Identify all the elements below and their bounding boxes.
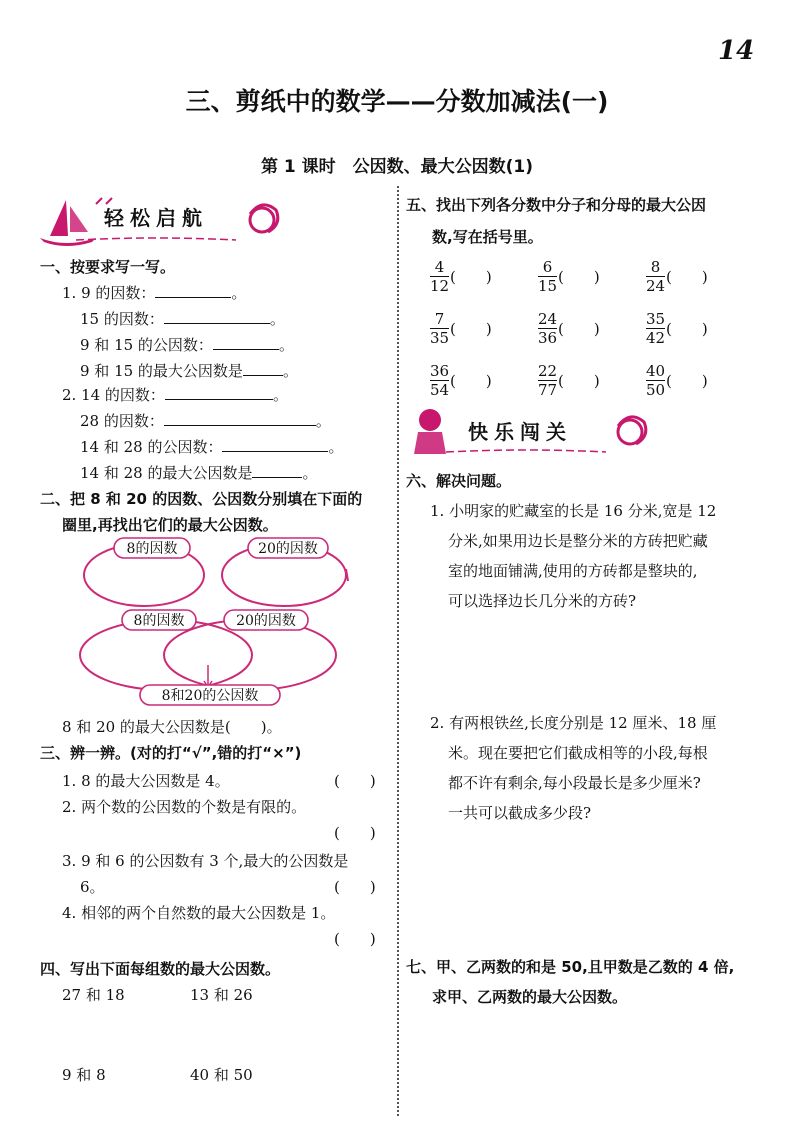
section-7-heading-1: 七、甲、乙两数的和是 50,且甲数是乙数的 4 倍, — [406, 958, 735, 976]
section-6-heading: 六、解决问题。 — [406, 472, 512, 490]
answer-paren[interactable]: ( ) — [450, 372, 492, 390]
q1-text: 1. 9 的因数： — [62, 284, 156, 302]
section-3-heading: 三、辨一辨。(对的打“√”,错的打“×”) — [40, 744, 302, 762]
banner-easy-start — [36, 192, 286, 248]
venn-label-20: 20的因数 — [236, 613, 296, 629]
fraction — [538, 362, 557, 399]
section-5-heading-2: 数,写在括号里。 — [432, 228, 543, 246]
q1-line-c — [80, 334, 294, 355]
numerator: 7 — [434, 310, 445, 328]
page-title: 三、剪纸中的数学——分数加减法(一) — [185, 87, 609, 116]
numerator: 6 — [542, 258, 553, 276]
denominator: 77 — [538, 381, 558, 399]
section-1-heading: 一、按要求写一写。 — [40, 258, 176, 276]
fraction — [430, 258, 449, 295]
judge-q4-paren[interactable]: ( ) — [334, 930, 376, 948]
answer-blank[interactable] — [164, 411, 316, 426]
judge-q2-paren[interactable]: ( ) — [334, 824, 376, 842]
problem-2-line-4: 一共可以截成多少段? — [448, 804, 592, 822]
section-4-heading: 四、写出下面每组数的最大公因数。 — [40, 960, 281, 978]
period: 。 — [272, 386, 288, 404]
fraction — [538, 310, 557, 347]
judge-q3-paren[interactable]: ( ) — [334, 878, 376, 896]
pair-4: 40 和 50 — [190, 1066, 253, 1084]
label-20-factors: 20的因数 — [258, 541, 318, 557]
judge-q3-line-2: 6。 — [80, 878, 105, 896]
fraction — [430, 310, 449, 347]
column-divider — [397, 186, 399, 1116]
denominator: 50 — [646, 381, 666, 399]
denominator: 15 — [538, 277, 558, 295]
banner-happy-challenge — [406, 402, 656, 460]
q1-line-a — [62, 282, 246, 303]
period: 。 — [231, 284, 247, 302]
answer-paren[interactable]: ( ) — [666, 268, 708, 286]
pair-2: 13 和 26 — [190, 986, 253, 1004]
period: 。 — [315, 412, 331, 430]
period: 。 — [282, 362, 298, 380]
denominator: 24 — [646, 277, 666, 295]
period: 。 — [302, 464, 318, 482]
problem-2-line-3: 都不许有剩余,每小段最长是多少厘米? — [448, 774, 701, 792]
answer-paren[interactable]: ( ) — [666, 372, 708, 390]
answer-paren[interactable]: ( ) — [558, 372, 600, 390]
q2-text: 28 的因数： — [80, 412, 164, 430]
banner-title: 快乐闯关 — [468, 420, 572, 444]
problem-1-line-3: 室的地面铺满,使用的方砖都是整块的, — [448, 562, 698, 580]
denominator: 35 — [430, 329, 450, 347]
section-5-heading-1: 五、找出下列各分数中分子和分母的最大公因 — [406, 196, 707, 214]
denominator: 36 — [538, 329, 558, 347]
q2-line-b — [80, 410, 331, 431]
answer-blank[interactable] — [252, 463, 302, 478]
q2-text: 14 和 28 的最大公因数是 — [80, 464, 253, 482]
period: 。 — [269, 310, 285, 328]
venn-diagrams — [78, 535, 352, 707]
banner-title: 轻松启航 — [104, 206, 208, 230]
answer-paren[interactable]: ( ) — [666, 320, 708, 338]
answer-paren[interactable]: ( ) — [558, 320, 600, 338]
label-8-factors: 8的因数 — [126, 541, 178, 557]
answer-paren[interactable]: ( ) — [450, 268, 492, 286]
venn-label-8: 8的因数 — [133, 613, 185, 629]
lesson-subtitle: 第 1 课时 公因数、最大公因数(1) — [260, 157, 534, 177]
fraction — [430, 362, 449, 399]
fraction — [538, 258, 557, 295]
judge-q3-line-1: 3. 9 和 6 的公因数有 3 个,最大的公因数是 — [62, 852, 349, 870]
pair-1: 27 和 18 — [62, 986, 125, 1004]
judge-q1: 1. 8 的最大公因数是 4。 — [62, 772, 230, 790]
section-2-answer: 8 和 20 的最大公因数是( )。 — [62, 718, 282, 736]
fraction — [646, 258, 665, 295]
denominator: 54 — [430, 381, 450, 399]
numerator: 22 — [538, 362, 558, 380]
q1-text: 9 和 15 的公因数： — [80, 336, 213, 354]
section-2-heading-1: 二、把 8 和 20 的因数、公因数分别填在下面的 — [40, 490, 363, 508]
period: 。 — [328, 438, 344, 456]
answer-blank[interactable] — [243, 361, 283, 376]
q2-line-a — [62, 384, 288, 405]
q1-line-b — [80, 308, 285, 329]
q2-text: 14 和 28 的公因数： — [80, 438, 223, 456]
numerator: 24 — [538, 310, 558, 328]
denominator: 12 — [430, 277, 450, 295]
answer-blank[interactable] — [155, 283, 231, 298]
q1-line-d — [80, 360, 298, 381]
q1-text: 9 和 15 的最大公因数是 — [80, 362, 243, 380]
pair-3: 9 和 8 — [62, 1066, 106, 1084]
q1-text: 15 的因数： — [80, 310, 164, 328]
judge-q2: 2. 两个数的公因数的个数是有限的。 — [62, 798, 307, 816]
problem-1-line-1: 1. 小明家的贮藏室的长是 16 分米,宽是 12 — [430, 502, 717, 520]
problem-2-line-1: 2. 有两根铁丝,长度分别是 12 厘米、18 厘 — [430, 714, 717, 732]
q2-line-d — [80, 462, 318, 483]
problem-1-line-2: 分米,如果用边长是整分米的方砖把贮藏 — [448, 532, 708, 550]
page-number: 14 — [718, 36, 755, 66]
numerator: 40 — [646, 362, 666, 380]
answer-blank[interactable] — [222, 437, 328, 452]
fraction — [646, 362, 665, 399]
judge-q4: 4. 相邻的两个自然数的最大公因数是 1。 — [62, 904, 336, 922]
q2-text: 2. 14 的因数： — [62, 386, 165, 404]
judge-q1-paren[interactable]: ( ) — [334, 772, 376, 790]
venn-label-common: 8和20的公因数 — [161, 688, 259, 704]
problem-1-line-4: 可以选择边长几分米的方砖? — [448, 592, 637, 610]
section-7-heading-2: 求甲、乙两数的最大公因数。 — [432, 988, 628, 1006]
answer-paren[interactable]: ( ) — [558, 268, 600, 286]
fraction — [646, 310, 665, 347]
answer-blank[interactable] — [164, 309, 270, 324]
numerator: 36 — [430, 362, 450, 380]
answer-blank[interactable] — [213, 335, 279, 350]
denominator: 42 — [646, 329, 666, 347]
answer-paren[interactable]: ( ) — [450, 320, 492, 338]
numerator: 8 — [650, 258, 661, 276]
q2-line-c — [80, 436, 344, 457]
numerator: 35 — [646, 310, 666, 328]
answer-blank[interactable] — [165, 385, 273, 400]
period: 。 — [278, 336, 294, 354]
problem-2-line-2: 米。现在要把它们截成相等的小段,每根 — [448, 744, 708, 762]
section-2-heading-2: 圈里,再找出它们的最大公因数。 — [62, 516, 278, 534]
numerator: 4 — [434, 258, 445, 276]
